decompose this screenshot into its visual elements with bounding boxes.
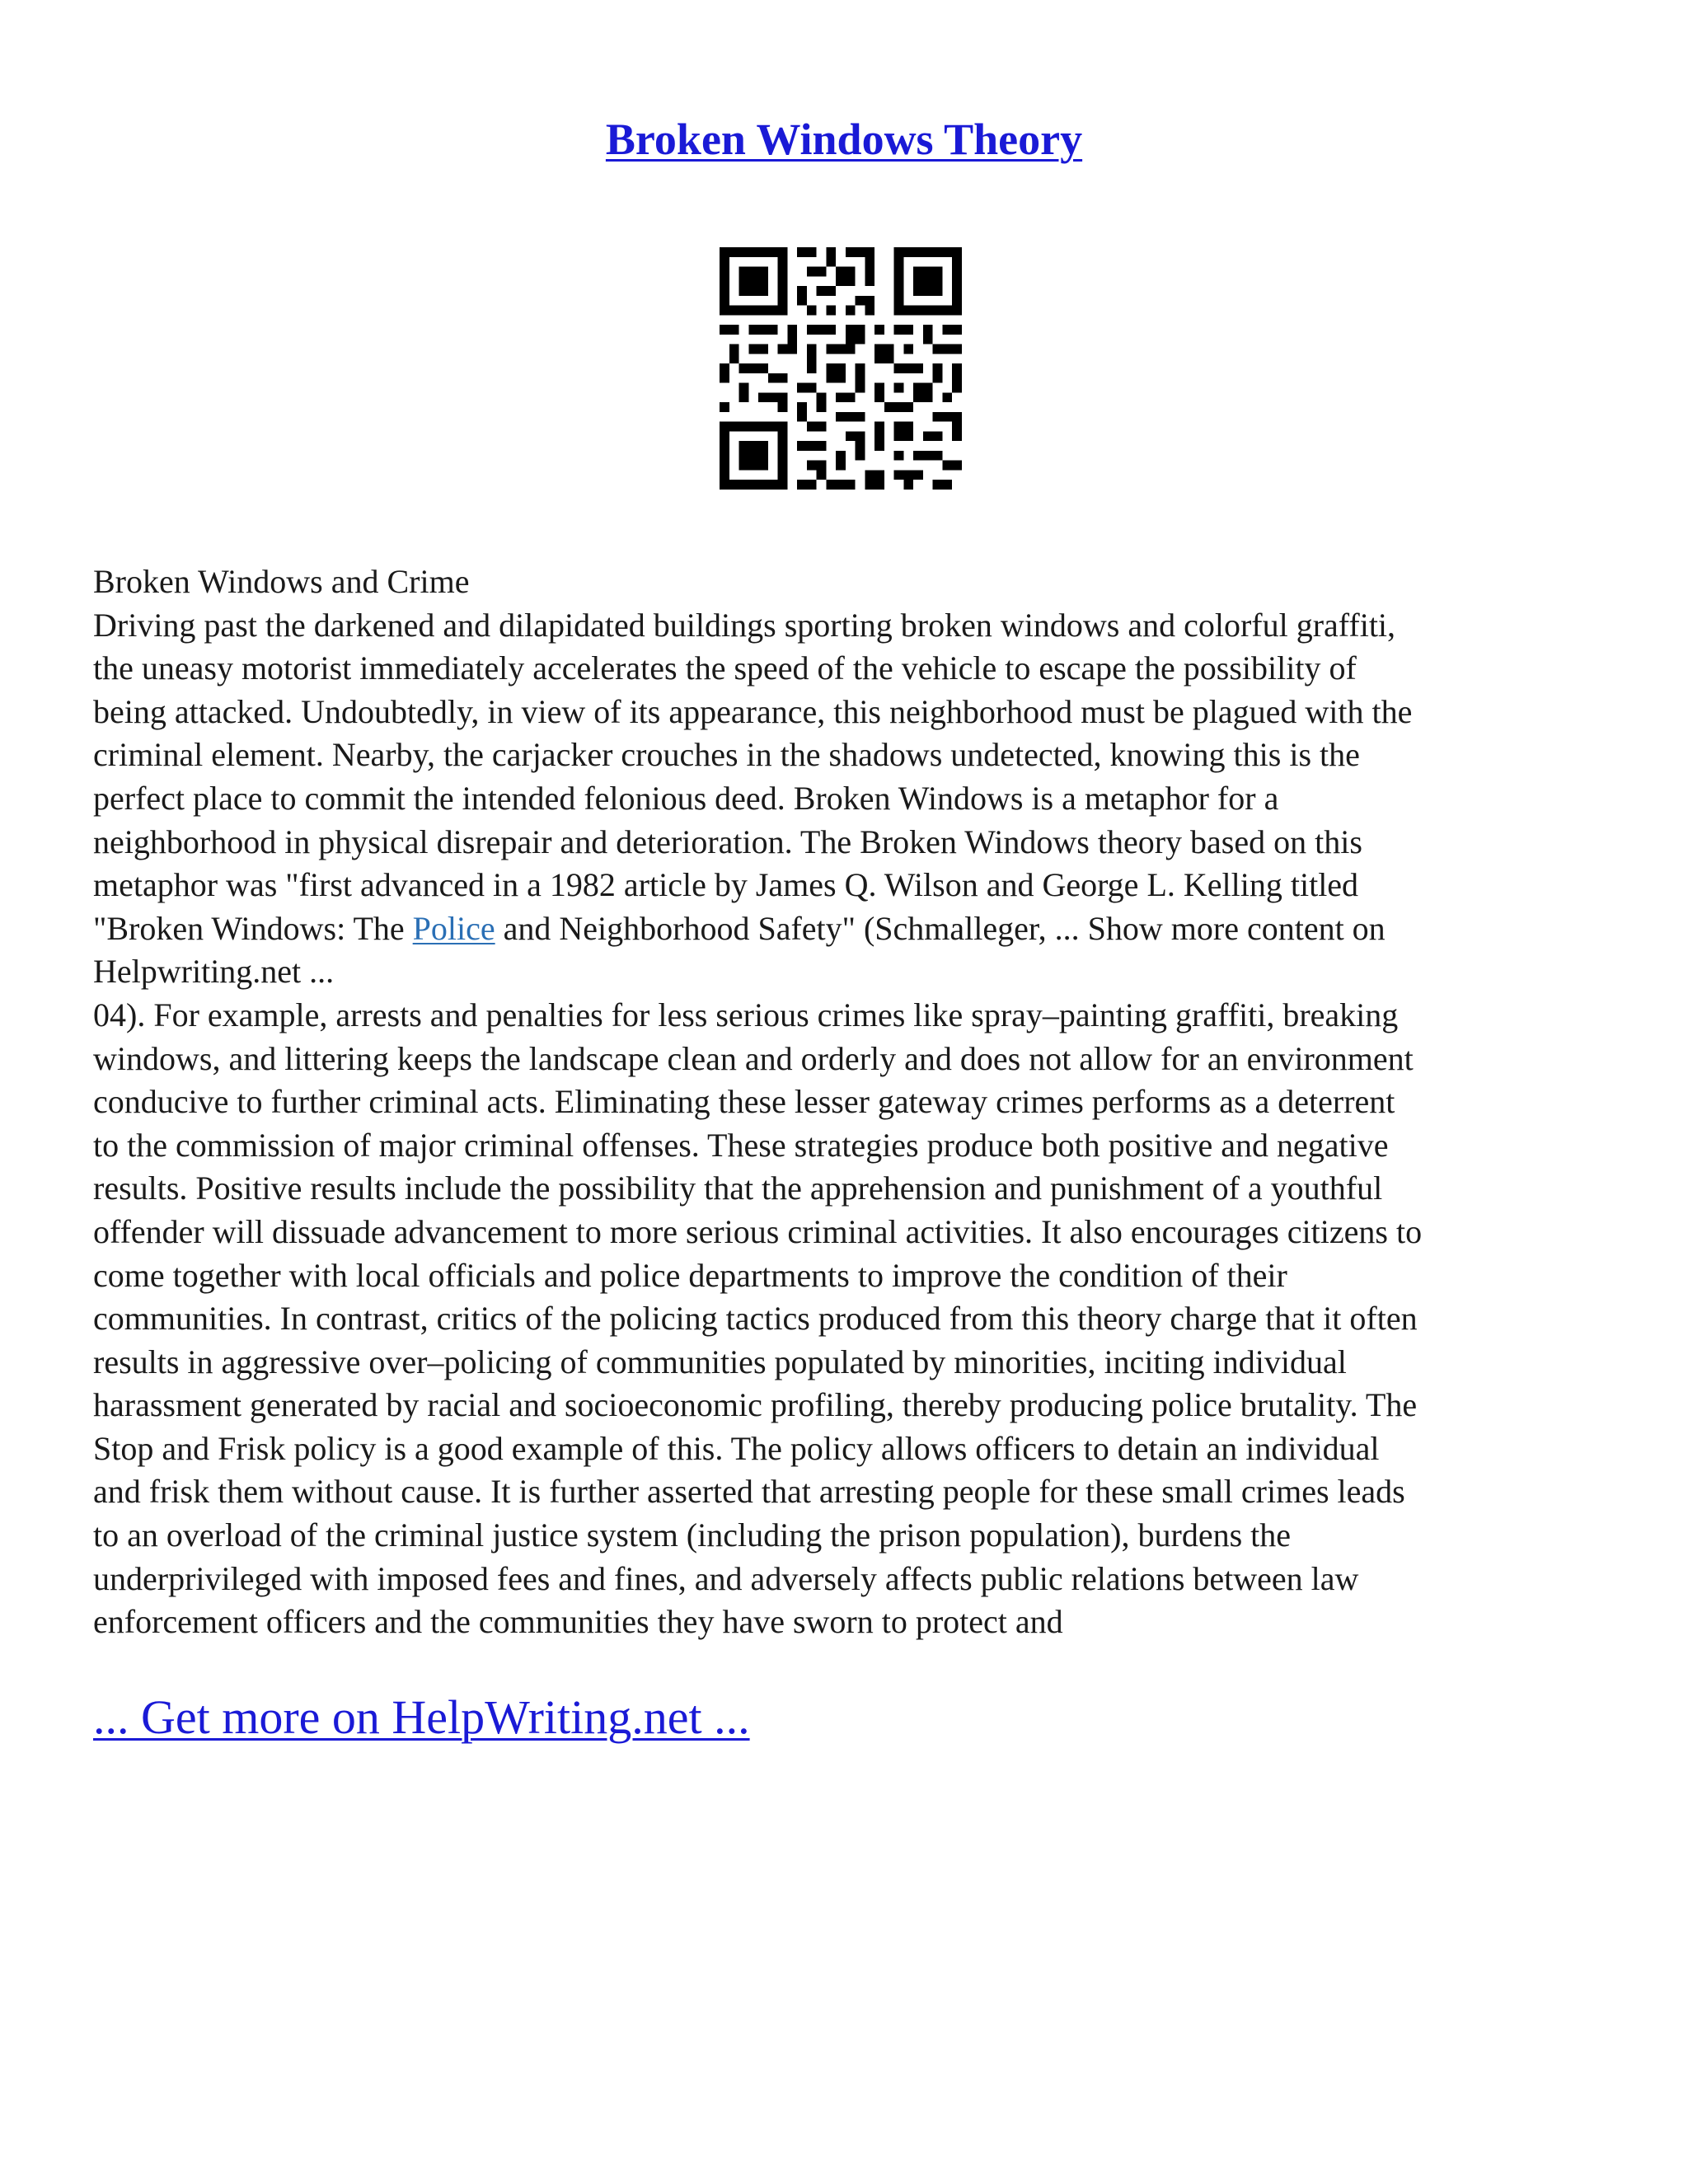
article-line: results in aggressive over–policing of communities populated by minorities, inciting individual xyxy=(93,1343,1347,1380)
more-link-container xyxy=(93,1690,750,1745)
article-line: and frisk them without cause. It is further asserted that arresting people for these small crimes leads xyxy=(93,1473,1405,1511)
title-container xyxy=(0,114,1688,165)
article-line: criminal element. Nearby, the carjacker crouches in the shadows undetected, knowing this is the xyxy=(93,736,1360,774)
article-line: perfect place to commit the intended felonious deed. Broken Windows is a metaphor for a xyxy=(93,779,1279,817)
article-line: to an overload of the criminal justice system (including the prison population), burdens the xyxy=(93,1516,1292,1554)
article-line: underprivileged with imposed fees and fines, and adversely affects public relations between law xyxy=(93,1559,1359,1597)
article-line: results. Positive results include the possibility that the apprehension and punishment of a youthful xyxy=(93,1169,1383,1207)
article-line: offender will dissuade advancement to more serious criminal activities. It also encourages citizens to xyxy=(93,1212,1423,1250)
article-line: Helpwriting.net ... xyxy=(93,953,335,991)
police-link[interactable]: Police xyxy=(412,909,495,947)
article-line: come together with local officials and police departments to improve the condition of their xyxy=(93,1256,1287,1294)
article-line: neighborhood in physical disrepair and deterioration. The Broken Windows theory based on this xyxy=(93,823,1362,860)
article-line: 04). For example, arrests and penalties for less serious crimes like spray–painting graffiti, breaking xyxy=(93,996,1399,1033)
article-line: communities. In contrast, critics of the policing tactics produced from this theory charge that it often xyxy=(93,1300,1418,1338)
article-line: enforcement officers and the communities they have sworn to protect and xyxy=(93,1603,1063,1641)
article-heading: Broken Windows and Crime xyxy=(93,563,470,600)
page-title-link[interactable]: Broken Windows Theory xyxy=(605,115,1083,164)
link-line-suffix: and Neighborhood Safety" (Schmalleger, ... Show more content on xyxy=(495,909,1386,947)
link-line-prefix: "Broken Windows: The xyxy=(93,909,413,947)
article-line: Driving past the darkened and dilapidated buildings sporting broken windows and colorful graffiti, xyxy=(93,606,1396,644)
get-more-link[interactable]: ... Get more on HelpWriting.net ... xyxy=(93,1690,750,1744)
qr-code-icon xyxy=(720,247,962,490)
article-body xyxy=(93,560,1601,1644)
article-line: harassment generated by racial and socioeconomic profiling, thereby producing police brutality. The xyxy=(93,1386,1418,1424)
article-line-with-link xyxy=(93,907,1601,951)
article-line: being attacked. Undoubtedly, in view of its appearance, this neighborhood must be plagued with the xyxy=(93,692,1413,730)
article-line: conducive to further criminal acts. Eliminating these lesser gateway crimes performs as a deterrent xyxy=(93,1083,1395,1121)
article-line: metaphor was "first advanced in a 1982 article by James Q. Wilson and George L. Kelling titled xyxy=(93,866,1359,904)
article-line: Stop and Frisk policy is a good example of this. The policy allows officers to detain an individual xyxy=(93,1429,1380,1467)
article-line: the uneasy motorist immediately accelerates the speed of the vehicle to escape the possibility of xyxy=(93,649,1357,687)
article-line: windows, and littering keeps the landscape clean and orderly and does not allow for an environment xyxy=(93,1039,1414,1077)
article-line: to the commission of major criminal offenses. These strategies produce both positive and negative xyxy=(93,1126,1389,1164)
